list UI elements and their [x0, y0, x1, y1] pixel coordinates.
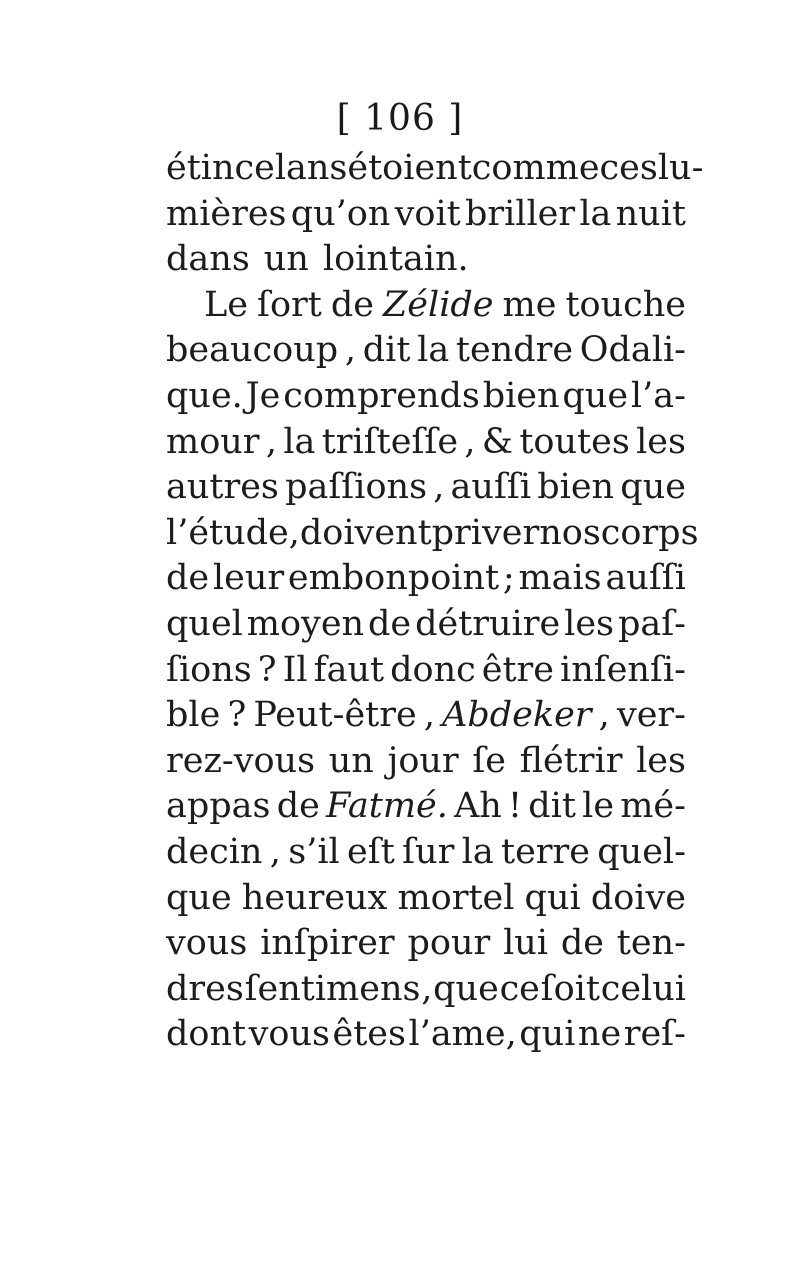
text-word: tendre — [455, 330, 574, 371]
text-word: ſe — [472, 740, 506, 781]
text-word: Zélide — [382, 284, 494, 325]
text-word: embonpoint — [287, 558, 500, 599]
text-word: ſort — [256, 284, 322, 325]
text-word: ble — [166, 695, 221, 736]
text-word: Fatmé. — [325, 786, 448, 827]
text-word: êtes — [332, 1014, 406, 1055]
text-word: lui — [503, 923, 548, 964]
text-word: dit — [362, 330, 411, 371]
text-line — [166, 556, 686, 602]
text-word: un — [328, 740, 374, 781]
text-word: paſ- — [617, 603, 686, 644]
text-word: appas — [166, 786, 271, 827]
text-word: flétrir — [519, 740, 623, 781]
text-line — [166, 374, 686, 420]
text-word: ten- — [616, 923, 686, 964]
text-word: ? — [257, 649, 277, 690]
body-text — [166, 146, 704, 1058]
text-word: paſſions — [285, 467, 428, 508]
text-word: comprends — [283, 375, 480, 416]
text-word: auſſi — [605, 558, 686, 599]
text-word: , — [344, 330, 357, 371]
text-word: doive — [590, 877, 686, 918]
text-word: inſenſi- — [560, 649, 686, 690]
text-word: , — [265, 421, 278, 462]
text-word: mais — [518, 558, 602, 599]
text-word: détruire — [415, 603, 561, 644]
text-line — [166, 328, 686, 374]
text-word: dit — [528, 786, 576, 827]
text-word: mé- — [620, 786, 686, 827]
text-word: Peut-être — [253, 695, 417, 736]
text-line — [166, 784, 686, 830]
text-word: les — [636, 421, 686, 462]
text-word: s’il — [288, 831, 340, 872]
text-word: reſ- — [623, 1014, 686, 1055]
text-word: ſentimens — [244, 968, 421, 1009]
text-word: lointain. — [322, 239, 469, 280]
text-word: être — [481, 649, 554, 690]
text-line — [166, 921, 686, 967]
text-word: la — [461, 831, 494, 872]
text-word: , — [598, 695, 610, 736]
text-word: le — [582, 786, 615, 827]
text-word: ver- — [616, 695, 686, 736]
text-line — [166, 693, 686, 739]
text-line — [166, 739, 686, 785]
text-word: ſions — [166, 649, 252, 690]
text-word: étoient — [347, 148, 472, 188]
text-word: quel- — [597, 831, 686, 872]
text-word: , — [423, 695, 435, 736]
text-word: que — [166, 877, 232, 918]
text-word: Je — [245, 375, 281, 416]
text-word: ! — [508, 786, 523, 827]
text-word: ; — [502, 558, 515, 599]
text-word: leur — [212, 558, 285, 599]
text-word: la — [579, 193, 612, 234]
text-word: terre — [501, 831, 590, 872]
text-word: briller — [464, 193, 576, 234]
text-word: que — [433, 968, 499, 1009]
text-word: auſſi — [450, 467, 532, 508]
text-word: pour — [407, 923, 491, 964]
text-word: de — [276, 786, 320, 827]
text-word: me — [502, 284, 557, 325]
text-word: que — [620, 467, 686, 508]
text-word: , — [269, 831, 281, 872]
text-word: priver — [431, 512, 540, 553]
text-line — [166, 876, 686, 922]
text-word: heureux — [241, 877, 388, 918]
text-word: inſpirer — [260, 923, 395, 964]
text-word: qui — [519, 1014, 576, 1055]
text-word: rez-vous — [166, 740, 316, 781]
text-line — [166, 1012, 686, 1058]
text-word: comme — [471, 148, 600, 188]
text-word: touche — [565, 284, 686, 325]
text-line — [166, 146, 704, 192]
text-word: mortel — [397, 877, 515, 918]
text-word: Il — [282, 649, 308, 690]
text-word: ces — [599, 148, 658, 188]
text-word: vous — [166, 923, 248, 964]
text-line — [166, 192, 686, 238]
text-word: la — [283, 421, 316, 462]
text-word: les — [636, 740, 686, 781]
page-number: [ 106 ] — [336, 98, 464, 139]
text-word: Le — [204, 284, 248, 325]
text-word: les — [564, 603, 614, 644]
text-word: de — [166, 558, 210, 599]
text-word: celui — [600, 968, 686, 1009]
text-word: Odali- — [579, 330, 686, 371]
text-word: que — [562, 375, 629, 416]
text-word: corps — [600, 512, 699, 553]
text-word: qu’on — [290, 193, 391, 234]
text-word: faut — [313, 649, 385, 690]
text-word: nuit — [615, 193, 686, 234]
text-word: bien — [537, 467, 615, 508]
text-word: dres — [166, 968, 244, 1009]
text-word: , — [433, 467, 445, 508]
text-word: Abdeker — [442, 695, 592, 736]
text-word: moyen — [246, 603, 365, 644]
text-word: ce — [499, 968, 540, 1009]
text-word: ? — [227, 695, 247, 736]
text-word: decin — [166, 831, 263, 872]
text-word: beaucoup — [166, 330, 339, 371]
text-word: , — [421, 968, 433, 1009]
text-word: jour — [387, 740, 459, 781]
text-word: bien — [482, 375, 560, 416]
text-word: dont — [166, 1014, 247, 1055]
text-line — [166, 465, 686, 511]
text-line — [166, 237, 686, 283]
text-word: doivent — [299, 512, 432, 553]
text-word: que. — [166, 375, 243, 416]
text-word: la — [417, 330, 450, 371]
text-word: toutes — [519, 421, 630, 462]
text-line — [166, 830, 686, 876]
text-word: mières — [166, 193, 287, 234]
text-word: autres — [166, 467, 279, 508]
text-word: ſoit — [540, 968, 600, 1009]
text-word: de — [330, 284, 374, 325]
text-line — [166, 602, 686, 648]
text-word: vous — [248, 1014, 330, 1055]
text-line — [166, 648, 686, 694]
text-word: l’a- — [630, 375, 686, 416]
text-word: ſur — [402, 831, 455, 872]
text-word: dans — [166, 239, 250, 280]
text-word: triſteſſe — [321, 421, 459, 462]
text-word: , — [464, 421, 476, 462]
text-word: voit — [394, 193, 461, 234]
text-word: Ah — [454, 786, 502, 827]
text-word: eſt — [347, 831, 395, 872]
text-line — [166, 967, 686, 1013]
text-word: donc — [390, 649, 476, 690]
text-word: de — [368, 603, 412, 644]
text-word: lu- — [657, 148, 704, 188]
text-line — [166, 511, 699, 557]
text-word: & — [481, 421, 514, 462]
text-word: l’ame, — [408, 1014, 517, 1055]
text-word: quel — [166, 603, 243, 644]
text-word: nos — [539, 512, 601, 553]
text-word: de — [560, 923, 604, 964]
text-word: mour — [166, 421, 260, 462]
text-line — [166, 420, 686, 466]
text-word: un — [263, 239, 309, 280]
text-word: étincelans — [166, 148, 348, 188]
text-word: qui — [524, 877, 581, 918]
text-line — [166, 283, 686, 329]
text-word: ne — [577, 1014, 622, 1055]
text-word: l’étude, — [166, 512, 300, 553]
